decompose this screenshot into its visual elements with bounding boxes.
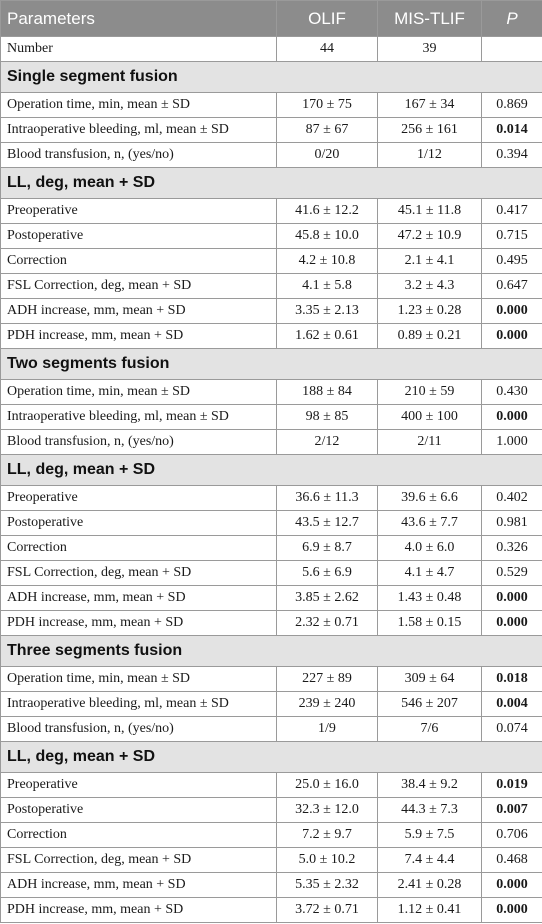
section-title: LL, deg, mean + SD — [1, 168, 542, 199]
p-value: 0.000 — [482, 586, 542, 611]
mis-tlif-value: 1.12 ± 0.41 — [378, 898, 482, 923]
number-row — [1, 37, 542, 62]
olif-value: 44 — [277, 37, 378, 62]
mis-tlif-value: 2.41 ± 0.28 — [378, 873, 482, 898]
table-row — [1, 249, 542, 274]
row-label: Blood transfusion, n, (yes/no) — [1, 143, 277, 168]
table-row — [1, 405, 542, 430]
p-value: 0.014 — [482, 118, 542, 143]
p-value: 0.981 — [482, 511, 542, 536]
table-row — [1, 898, 542, 923]
row-label: Operation time, min, mean ± SD — [1, 380, 277, 405]
row-label: FSL Correction, deg, mean + SD — [1, 561, 277, 586]
row-label: Intraoperative bleeding, ml, mean ± SD — [1, 692, 277, 717]
table-row — [1, 611, 542, 636]
section-header-row — [1, 742, 542, 773]
section-title: Two segments fusion — [1, 349, 542, 380]
table-row — [1, 823, 542, 848]
table-row — [1, 274, 542, 299]
olif-value: 239 ± 240 — [277, 692, 378, 717]
p-value: 0.529 — [482, 561, 542, 586]
p-value: 0.000 — [482, 898, 542, 923]
p-value: 0.000 — [482, 324, 542, 349]
table-row — [1, 430, 542, 455]
table-row — [1, 873, 542, 898]
mis-tlif-value: 1.58 ± 0.15 — [378, 611, 482, 636]
row-label: Intraoperative bleeding, ml, mean ± SD — [1, 405, 277, 430]
table-row — [1, 848, 542, 873]
row-label: PDH increase, mm, mean + SD — [1, 898, 277, 923]
p-value: 0.869 — [482, 93, 542, 118]
olif-value: 2/12 — [277, 430, 378, 455]
olif-value: 36.6 ± 11.3 — [277, 486, 378, 511]
mis-tlif-value: 0.89 ± 0.21 — [378, 324, 482, 349]
row-label: Operation time, min, mean ± SD — [1, 667, 277, 692]
olif-value: 5.0 ± 10.2 — [277, 848, 378, 873]
row-label: Correction — [1, 249, 277, 274]
row-label: Preoperative — [1, 773, 277, 798]
table-body — [1, 37, 542, 923]
p-value: 0.000 — [482, 873, 542, 898]
mis-tlif-value: 4.0 ± 6.0 — [378, 536, 482, 561]
mis-tlif-value: 2/11 — [378, 430, 482, 455]
mis-tlif-value: 39 — [378, 37, 482, 62]
p-value: 0.000 — [482, 299, 542, 324]
olif-value: 32.3 ± 12.0 — [277, 798, 378, 823]
olif-value: 25.0 ± 16.0 — [277, 773, 378, 798]
olif-value: 43.5 ± 12.7 — [277, 511, 378, 536]
p-value: 0.019 — [482, 773, 542, 798]
mis-tlif-value: 210 ± 59 — [378, 380, 482, 405]
table-row — [1, 717, 542, 742]
table-row — [1, 324, 542, 349]
mis-tlif-value: 7/6 — [378, 717, 482, 742]
table-row — [1, 143, 542, 168]
olif-value: 98 ± 85 — [277, 405, 378, 430]
p-value — [482, 37, 542, 62]
mis-tlif-value: 44.3 ± 7.3 — [378, 798, 482, 823]
olif-value: 3.85 ± 2.62 — [277, 586, 378, 611]
mis-tlif-value: 309 ± 64 — [378, 667, 482, 692]
row-label: Correction — [1, 536, 277, 561]
section-title: Three segments fusion — [1, 636, 542, 667]
olif-value: 4.1 ± 5.8 — [277, 274, 378, 299]
header-olif: OLIF — [277, 1, 378, 37]
mis-tlif-value: 1.43 ± 0.48 — [378, 586, 482, 611]
row-label: ADH increase, mm, mean + SD — [1, 873, 277, 898]
mis-tlif-value: 38.4 ± 9.2 — [378, 773, 482, 798]
row-label: Postoperative — [1, 511, 277, 536]
table-row — [1, 692, 542, 717]
olif-value: 1.62 ± 0.61 — [277, 324, 378, 349]
table-row — [1, 667, 542, 692]
mis-tlif-value: 546 ± 207 — [378, 692, 482, 717]
mis-tlif-value: 1.23 ± 0.28 — [378, 299, 482, 324]
row-label: FSL Correction, deg, mean + SD — [1, 274, 277, 299]
mis-tlif-value: 1/12 — [378, 143, 482, 168]
table-row — [1, 224, 542, 249]
mis-tlif-value: 39.6 ± 6.6 — [378, 486, 482, 511]
olif-value: 87 ± 67 — [277, 118, 378, 143]
mis-tlif-value: 47.2 ± 10.9 — [378, 224, 482, 249]
section-header-row — [1, 168, 542, 199]
section-title: LL, deg, mean + SD — [1, 742, 542, 773]
mis-tlif-value: 7.4 ± 4.4 — [378, 848, 482, 873]
olif-value: 3.35 ± 2.13 — [277, 299, 378, 324]
row-label: Preoperative — [1, 199, 277, 224]
p-value: 0.417 — [482, 199, 542, 224]
section-title: LL, deg, mean + SD — [1, 455, 542, 486]
olif-value: 5.6 ± 6.9 — [277, 561, 378, 586]
row-label: ADH increase, mm, mean + SD — [1, 586, 277, 611]
p-value: 0.647 — [482, 274, 542, 299]
section-header-row — [1, 636, 542, 667]
p-value: 0.018 — [482, 667, 542, 692]
table-row — [1, 93, 542, 118]
section-header-row — [1, 62, 542, 93]
olif-value: 0/20 — [277, 143, 378, 168]
p-value: 0.430 — [482, 380, 542, 405]
section-header-row — [1, 349, 542, 380]
p-value: 0.007 — [482, 798, 542, 823]
olif-value: 41.6 ± 12.2 — [277, 199, 378, 224]
table-row — [1, 561, 542, 586]
mis-tlif-value: 167 ± 34 — [378, 93, 482, 118]
row-label: Correction — [1, 823, 277, 848]
row-label: Blood transfusion, n, (yes/no) — [1, 717, 277, 742]
header-row — [1, 1, 542, 37]
mis-tlif-value: 400 ± 100 — [378, 405, 482, 430]
row-label: Preoperative — [1, 486, 277, 511]
table-row — [1, 798, 542, 823]
olif-value: 3.72 ± 0.71 — [277, 898, 378, 923]
row-label: PDH increase, mm, mean + SD — [1, 611, 277, 636]
table-row — [1, 586, 542, 611]
p-value: 0.004 — [482, 692, 542, 717]
section-header-row — [1, 455, 542, 486]
mis-tlif-value: 43.6 ± 7.7 — [378, 511, 482, 536]
table-row — [1, 773, 542, 798]
row-label: Postoperative — [1, 224, 277, 249]
table-row — [1, 118, 542, 143]
olif-value: 170 ± 75 — [277, 93, 378, 118]
mis-tlif-value: 2.1 ± 4.1 — [378, 249, 482, 274]
p-value: 0.715 — [482, 224, 542, 249]
table-row — [1, 536, 542, 561]
p-value: 0.000 — [482, 611, 542, 636]
p-value: 0.000 — [482, 405, 542, 430]
row-label: Postoperative — [1, 798, 277, 823]
header-parameters: Parameters — [1, 1, 277, 37]
olif-value: 6.9 ± 8.7 — [277, 536, 378, 561]
table-row — [1, 486, 542, 511]
olif-value: 188 ± 84 — [277, 380, 378, 405]
olif-value: 4.2 ± 10.8 — [277, 249, 378, 274]
row-label: Intraoperative bleeding, ml, mean ± SD — [1, 118, 277, 143]
mis-tlif-value: 256 ± 161 — [378, 118, 482, 143]
header-mis-tlif: MIS-TLIF — [378, 1, 482, 37]
olif-value: 1/9 — [277, 717, 378, 742]
olif-value: 5.35 ± 2.32 — [277, 873, 378, 898]
row-label: Number — [1, 37, 277, 62]
table-row — [1, 511, 542, 536]
p-value: 0.326 — [482, 536, 542, 561]
olif-value: 45.8 ± 10.0 — [277, 224, 378, 249]
row-label: ADH increase, mm, mean + SD — [1, 299, 277, 324]
p-value: 0.074 — [482, 717, 542, 742]
table-header — [1, 1, 542, 37]
row-label: FSL Correction, deg, mean + SD — [1, 848, 277, 873]
table-row — [1, 199, 542, 224]
section-title: Single segment fusion — [1, 62, 542, 93]
mis-tlif-value: 3.2 ± 4.3 — [378, 274, 482, 299]
row-label: PDH increase, mm, mean + SD — [1, 324, 277, 349]
p-value: 0.468 — [482, 848, 542, 873]
row-label: Blood transfusion, n, (yes/no) — [1, 430, 277, 455]
p-value: 0.495 — [482, 249, 542, 274]
olif-value: 7.2 ± 9.7 — [277, 823, 378, 848]
olif-value: 2.32 ± 0.71 — [277, 611, 378, 636]
row-label: Operation time, min, mean ± SD — [1, 93, 277, 118]
table-row — [1, 380, 542, 405]
header-p-value: P — [482, 1, 542, 37]
mis-tlif-value: 4.1 ± 4.7 — [378, 561, 482, 586]
table-row — [1, 299, 542, 324]
olif-value: 227 ± 89 — [277, 667, 378, 692]
p-value: 0.706 — [482, 823, 542, 848]
p-value: 0.394 — [482, 143, 542, 168]
mis-tlif-value: 5.9 ± 7.5 — [378, 823, 482, 848]
mis-tlif-value: 45.1 ± 11.8 — [378, 199, 482, 224]
p-value: 1.000 — [482, 430, 542, 455]
p-value: 0.402 — [482, 486, 542, 511]
